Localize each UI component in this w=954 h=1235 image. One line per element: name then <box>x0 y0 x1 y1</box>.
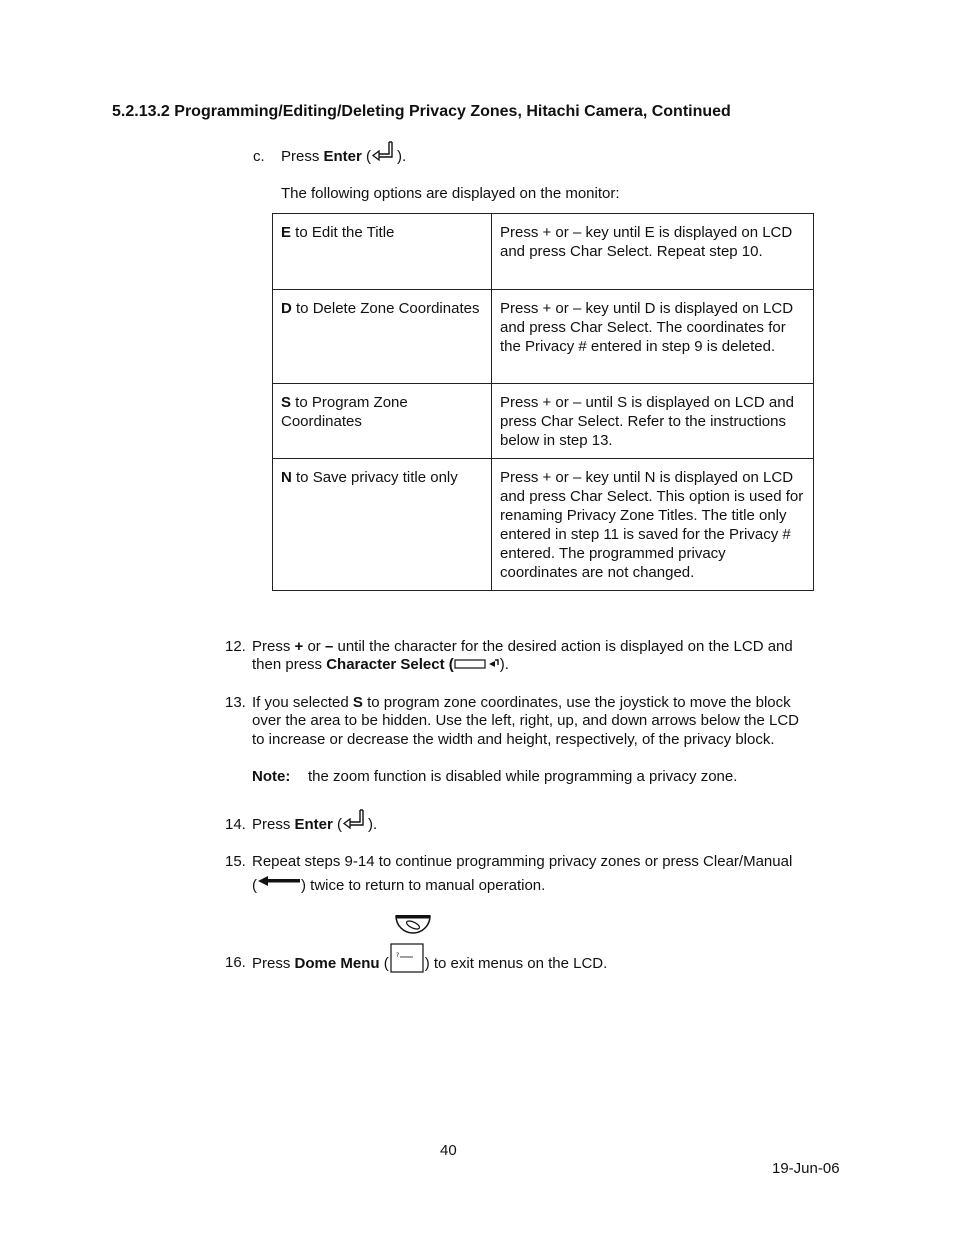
step13-line1 <box>252 694 791 711</box>
clear-manual-arrow-icon <box>257 875 301 889</box>
step-number: 14. <box>225 816 246 833</box>
step-number: 15. <box>225 853 246 870</box>
step-text: to program zone coordinates, use the joystick to move the block <box>362 694 791 711</box>
table-row <box>273 214 814 290</box>
note <box>252 768 290 785</box>
dome-menu-label: Dome Menu <box>294 954 380 972</box>
note-text: the zoom function is disabled while programming a privacy zone. <box>308 768 738 785</box>
option-key: S <box>352 694 363 711</box>
option-desc-cell: Press + or – until S is displayed on LCD and press Char Select. Refer to the instructions below in step 13. <box>492 384 814 459</box>
dome-icon <box>394 913 432 939</box>
step-text: ). <box>499 656 509 673</box>
option-name-cell <box>273 459 492 591</box>
option-label: to Delete Zone Coordinates <box>291 300 480 317</box>
enter-key-icon <box>342 808 368 832</box>
option-key: E <box>281 224 292 241</box>
note-label: Note: <box>252 768 291 785</box>
enter-key-icon <box>371 140 397 164</box>
step13-line2: over the area to be hidden. Use the left, right, up, and down arrows below the LCD <box>252 712 799 729</box>
option-label: to Program Zone Coordinates <box>281 394 408 430</box>
paren-open: ( <box>361 148 372 165</box>
step12-line2 <box>252 656 509 673</box>
step12-line1 <box>252 638 793 655</box>
step16-text <box>252 954 607 974</box>
dome-menu-key-icon <box>389 942 425 974</box>
step-text: Press <box>252 816 295 833</box>
section-heading: 5.2.13.2 Programming/Editing/Deleting Privacy Zones, Hitachi Camera, Continued <box>112 103 731 120</box>
minus-key-label: – <box>324 638 334 655</box>
step-number: 12. <box>225 638 246 655</box>
paren-open: ( <box>332 816 343 833</box>
paren-open: ( <box>252 877 257 894</box>
option-name-cell <box>273 384 492 459</box>
step-text: until the character for the desired action is displayed on the LCD and <box>333 638 793 655</box>
step-text: then press <box>252 656 327 673</box>
step15-line1: Repeat steps 9-14 to continue programming privacy zones or press Clear/Manual <box>252 853 793 870</box>
step-text: or <box>303 638 325 655</box>
step-text: Press <box>252 954 295 972</box>
page-number: 40 <box>440 1142 457 1159</box>
enter-key-label: Enter <box>294 816 333 833</box>
step-number: 13. <box>225 694 246 711</box>
table-row <box>273 459 814 591</box>
option-key: D <box>281 300 292 317</box>
enter-key-label: Enter <box>323 148 362 165</box>
option-desc-cell: Press + or – key until N is displayed on LCD and press Char Select. This option is used for renaming Privacy Zone Titles. The title only entered in step 11 is saved for the Privacy # entered. The programmed privacy coordinates are not changed. <box>492 459 814 591</box>
option-key: S <box>281 394 292 411</box>
table-row <box>273 290 814 384</box>
step-text: ) twice to return to manual operation. <box>301 877 546 894</box>
step-label: c. <box>253 148 265 165</box>
step-text: If you selected <box>252 694 353 711</box>
option-key: N <box>281 469 292 486</box>
paren-close: ). <box>368 816 378 833</box>
paren-close: ). <box>397 148 407 165</box>
step15-line2 <box>252 877 545 894</box>
character-select-key-icon <box>454 657 500 671</box>
svg-text:?: ? <box>395 952 399 959</box>
step-text: ) to exit menus on the LCD. <box>424 954 608 972</box>
plus-key-label: + <box>294 638 304 655</box>
step-c <box>253 148 265 165</box>
character-select-label: Character Select ( <box>326 656 454 673</box>
step-text: Press <box>252 638 295 655</box>
step-c-text <box>281 148 406 165</box>
step13-line3: to increase or decrease the width and height, respectively, of the privacy block. <box>252 731 775 748</box>
document-date: 19-Jun-06 <box>772 1160 840 1177</box>
step-number: 16. <box>225 954 246 971</box>
step-text: Press <box>281 148 324 165</box>
table-row <box>273 384 814 459</box>
paren-open: ( <box>379 954 389 972</box>
option-label: to Edit the Title <box>291 224 395 241</box>
option-name-cell <box>273 214 492 290</box>
step14-text <box>252 816 377 833</box>
options-table <box>272 213 814 591</box>
options-intro: The following options are displayed on the monitor: <box>281 185 620 202</box>
option-label: to Save privacy title only <box>291 469 458 486</box>
option-desc-cell: Press + or – key until D is displayed on LCD and press Char Select. The coordinates for the Privacy # entered in step 9 is deleted. <box>492 290 814 384</box>
option-desc-cell: Press + or – key until E is displayed on LCD and press Char Select. Repeat step 10. <box>492 214 814 290</box>
option-name-cell <box>273 290 492 384</box>
